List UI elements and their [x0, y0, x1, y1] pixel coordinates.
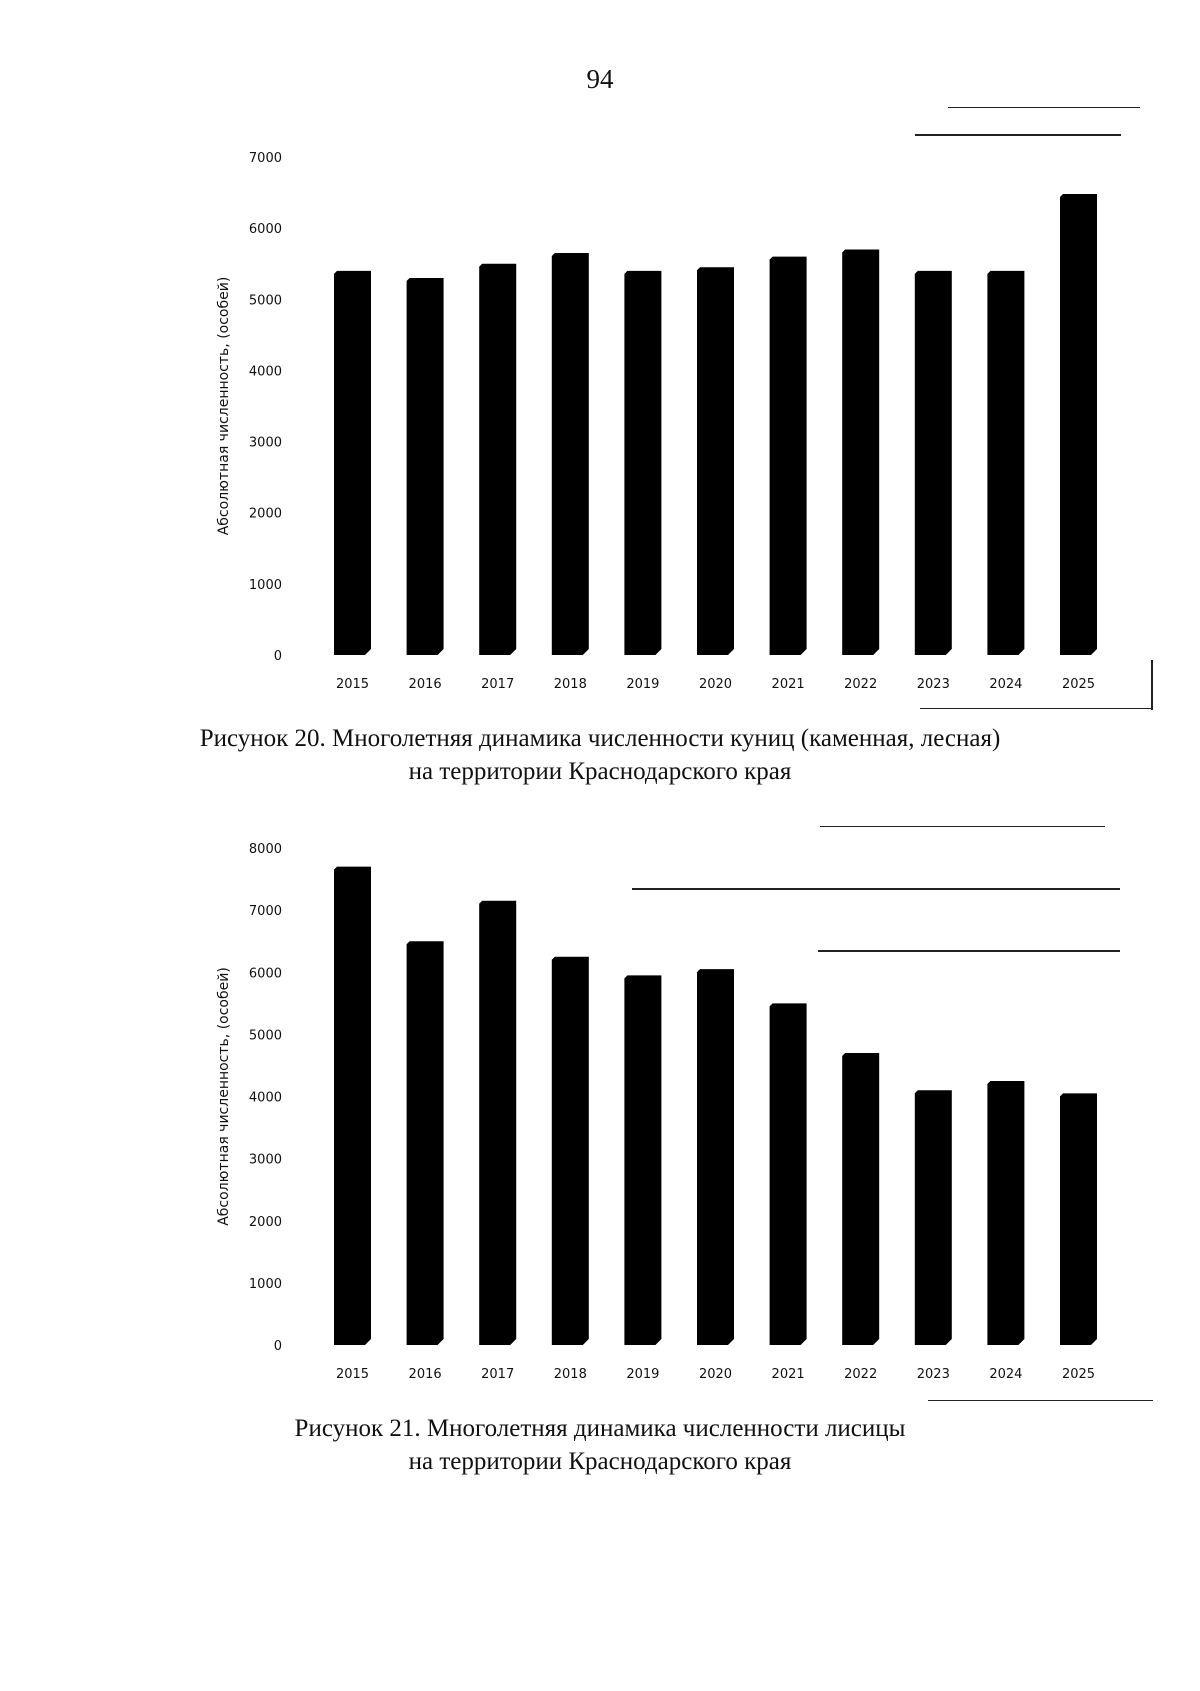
bar-2017	[479, 264, 516, 655]
x-tick-label: 2025	[1061, 1367, 1096, 1382]
x-tick-label: 2018	[553, 677, 587, 692]
bar-2025	[1060, 1093, 1097, 1345]
y-tick-label: 1000	[248, 577, 282, 593]
bar-2021	[770, 1003, 807, 1345]
x-tick-label: 2020	[698, 1367, 733, 1382]
x-tick-label: 2024	[989, 1367, 1023, 1382]
page-number: 94	[586, 64, 614, 94]
bar-2025	[1060, 194, 1097, 655]
y-axis-title: Абсолютная численность, (особей)	[216, 967, 232, 1226]
bar-2019	[624, 975, 661, 1345]
x-tick-label: 2018	[553, 1367, 587, 1382]
bar-2018	[552, 957, 589, 1345]
y-tick-label: 0	[273, 649, 282, 664]
x-tick-label: 2023	[916, 1367, 950, 1382]
x-tick-label: 2015	[335, 1367, 370, 1382]
x-tick-label: 2017	[481, 677, 515, 692]
x-tick-label: 2016	[408, 677, 442, 692]
x-tick-label: 2019	[626, 1367, 660, 1382]
bar-2020	[697, 969, 734, 1345]
bar-2016	[407, 941, 444, 1345]
y-tick-label: 3000	[248, 1152, 282, 1168]
scan-artifact-line	[820, 826, 1105, 827]
y-tick-label: 3000	[248, 435, 282, 451]
bar-2023	[915, 271, 952, 655]
bar-2017	[479, 901, 516, 1345]
y-tick-label: 4000	[248, 1090, 282, 1106]
scan-artifact-line	[920, 708, 1152, 709]
x-tick-label: 2020	[698, 677, 733, 692]
y-tick-label: 5000	[248, 1028, 282, 1044]
chart-fox-population	[0, 830, 1200, 1390]
y-tick-label: 5000	[248, 293, 282, 309]
figure-21-caption	[0, 1412, 1200, 1478]
bar-2021	[770, 257, 807, 655]
bar-2023	[915, 1090, 952, 1345]
figure-20-caption	[0, 722, 1200, 788]
caption-line: на территории Краснодарского края	[408, 1448, 792, 1475]
chart-marten-population	[0, 140, 1200, 700]
scan-artifact-line	[948, 107, 1140, 108]
y-tick-label: 6000	[248, 966, 282, 982]
bar-2024	[987, 1081, 1024, 1345]
bar-2019	[624, 271, 661, 655]
caption-line: на территории Краснодарского края	[408, 758, 792, 785]
bar-2024	[987, 271, 1024, 655]
y-tick-label: 6000	[248, 222, 282, 238]
x-tick-label: 2021	[771, 677, 805, 692]
bar-2022	[842, 249, 879, 655]
y-tick-label: 2000	[248, 1214, 282, 1230]
x-tick-label: 2019	[626, 677, 660, 692]
x-tick-label: 2021	[771, 1367, 805, 1382]
bar-2020	[697, 267, 734, 655]
y-tick-label: 0	[273, 1339, 282, 1354]
caption-line: Рисунок 21. Многолетняя динамика численности лисицы	[294, 1415, 906, 1442]
y-tick-label: 1000	[248, 1276, 282, 1292]
bar-2015	[334, 867, 371, 1345]
y-tick-label: 8000	[248, 842, 282, 857]
y-tick-label: 7000	[248, 904, 282, 920]
scan-artifact-line	[915, 134, 1121, 136]
x-tick-label: 2015	[335, 677, 370, 692]
x-tick-label: 2016	[408, 1367, 442, 1382]
bar-2015	[334, 271, 371, 655]
bar-2018	[552, 253, 589, 655]
bar-2022	[842, 1053, 879, 1345]
x-tick-label: 2023	[916, 677, 950, 692]
x-tick-label: 2017	[481, 1367, 515, 1382]
x-tick-label: 2022	[844, 1367, 878, 1382]
y-tick-label: 7000	[248, 151, 282, 166]
x-tick-label: 2025	[1061, 677, 1096, 692]
y-axis-title: Абсолютная численность, (особей)	[216, 276, 232, 536]
caption-line: Рисунок 20. Многолетняя динамика численности куниц (каменная, лесная)	[199, 725, 1001, 752]
bar-2016	[407, 278, 444, 655]
x-tick-label: 2024	[989, 677, 1023, 692]
x-tick-label: 2022	[844, 677, 878, 692]
y-tick-label: 4000	[248, 364, 282, 380]
scan-artifact-line	[928, 1400, 1153, 1401]
y-tick-label: 2000	[248, 506, 282, 522]
